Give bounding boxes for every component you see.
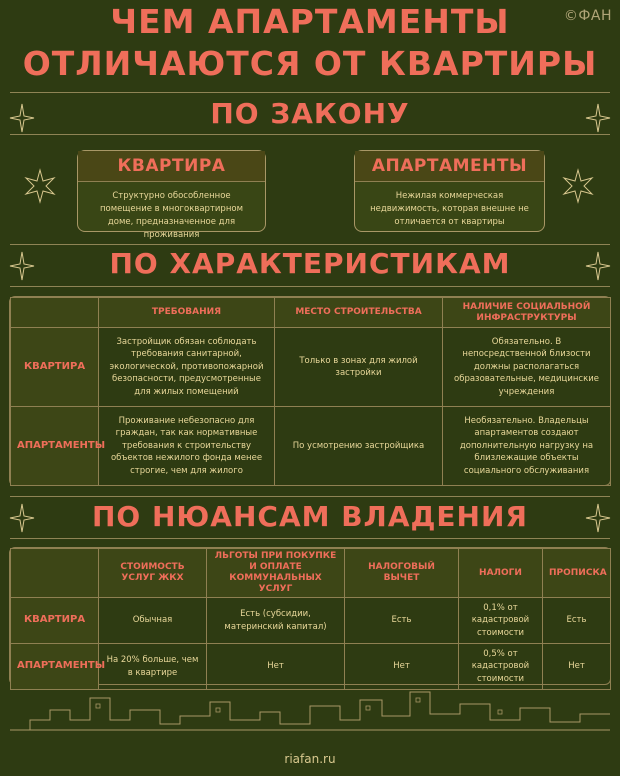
- table-corner-cell: [11, 549, 99, 598]
- column-header-utilities-cost: СТОИМОСТЬ УСЛУГ ЖКХ: [99, 549, 207, 598]
- card-apartments-law: [354, 150, 545, 232]
- table-row: [11, 407, 611, 486]
- divider-characteristics: [10, 286, 610, 287]
- table-cell: Есть: [345, 598, 459, 644]
- card-apartments-title: АПАРТАМЕНТЫ: [355, 151, 544, 182]
- column-header-location: МЕСТО СТРОИТЕЛЬСТВА: [275, 298, 443, 328]
- page-title-line-2: ОТЛИЧАЮТСЯ ОТ КВАРТИРЫ: [22, 44, 598, 83]
- row-header-apartment: КВАРТИРА: [11, 598, 99, 644]
- section-title-ownership: ПО НЮАНСАМ ВЛАДЕНИЯ: [92, 500, 528, 533]
- table-corner-cell: [11, 298, 99, 328]
- page-title-line-1: ЧЕМ АПАРТАМЕНТЫ: [110, 2, 510, 41]
- table-cell: Необязательно. Владельцы апартаментов создают дополнительную нагрузку на близлежащие объекты социального обслуживания: [443, 407, 611, 486]
- divider-law: [10, 134, 610, 135]
- divider-top: [10, 92, 610, 93]
- divider-ownership: [10, 538, 610, 539]
- table-cell: На 20% больше, чем в квартире: [99, 644, 207, 690]
- table-cell: 0,5% от кадастровой стоимости: [459, 644, 543, 690]
- table-cell: Нет: [207, 644, 345, 690]
- row-header-apartments: АПАРТАМЕНТЫ: [11, 407, 99, 486]
- column-header-taxes: НАЛОГИ: [459, 549, 543, 598]
- table-cell: Проживание небезопасно для граждан, так как нормативные требования к строительству объектов нежилого фонда менее строгие, чем для жилого: [99, 407, 275, 486]
- table-cell: Обычная: [99, 598, 207, 644]
- star-icon: [562, 168, 594, 204]
- table-cell: По усмотрению застройщика: [275, 407, 443, 486]
- table-cell: Есть (субсидии, материнский капитал): [207, 598, 345, 644]
- table-cell: Нет: [543, 644, 611, 690]
- divider-characteristics-top: [10, 244, 610, 245]
- column-header-tax-deduction: НАЛОГОВЫЙ ВЫЧЕТ: [345, 549, 459, 598]
- characteristics-table: [10, 297, 611, 486]
- card-apartments-text: Нежилая коммерческая недвижимость, которая внешне не отличается от квартиры: [370, 191, 529, 227]
- section-title-law: ПО ЗАКОНУ: [210, 97, 410, 130]
- card-apartment-text: Структурно обособленное помещение в многоквартирном доме, предназначенное для проживания: [100, 191, 243, 240]
- column-header-registration: ПРОПИСКА: [543, 549, 611, 598]
- column-header-benefits: ЛЬГОТЫ ПРИ ПОКУПКЕ И ОПЛАТЕ КОММУНАЛЬНЫХ УСЛУГ: [207, 549, 345, 598]
- star-icon: [24, 168, 56, 204]
- row-header-apartment: КВАРТИРА: [11, 328, 99, 407]
- card-apartment-law: [77, 150, 266, 240]
- footer-source: riafan.ru: [284, 752, 336, 766]
- table-row: [11, 598, 611, 644]
- card-apartment-title: КВАРТИРА: [78, 151, 265, 182]
- table-cell: 0,1% от кадастровой стоимости: [459, 598, 543, 644]
- divider-ownership-top: [10, 496, 610, 497]
- table-row: [11, 328, 611, 407]
- table-cell: Есть: [543, 598, 611, 644]
- column-header-infrastructure: НАЛИЧИЕ СОЦИАЛЬНОЙ ИНФРАСТРУКТУРЫ: [443, 298, 611, 328]
- ofan-logo: ©ФАН: [563, 8, 612, 24]
- table-cell: Обязательно. В непосредственной близости должны располагаться образовательные, медицинские учреждения: [443, 328, 611, 407]
- city-skyline-illustration: [10, 680, 610, 740]
- row-header-apartments: АПАРТАМЕНТЫ: [11, 644, 99, 690]
- section-title-characteristics: ПО ХАРАКТЕРИСТИКАМ: [109, 247, 511, 280]
- column-header-requirements: ТРЕБОВАНИЯ: [99, 298, 275, 328]
- ownership-table: [10, 548, 611, 690]
- table-cell: Застройщик обязан соблюдать требования санитарной, экологической, противопожарной безопасности, предусмотренные для жилых помещений: [99, 328, 275, 407]
- table-cell: Только в зонах для жилой застройки: [275, 328, 443, 407]
- table-cell: Нет: [345, 644, 459, 690]
